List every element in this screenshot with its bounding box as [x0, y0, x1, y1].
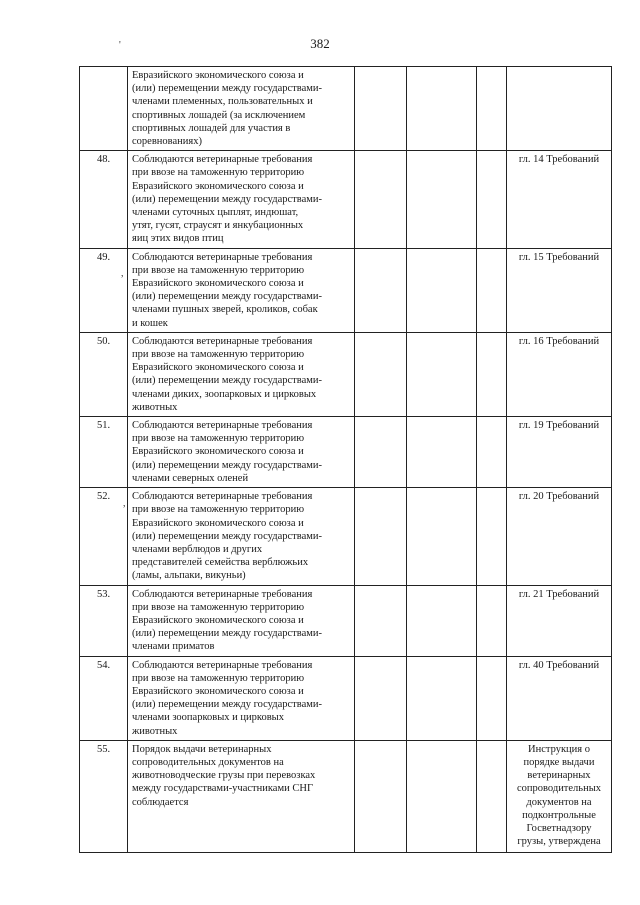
- empty-cell: [407, 585, 477, 656]
- empty-cell: [407, 488, 477, 585]
- table-row: [80, 585, 612, 656]
- empty-cell: [477, 488, 507, 585]
- reference-cell: гл. 21 Требований: [507, 585, 612, 656]
- requirement-text: Евразийского экономического союза и (или) перемещении между государствами- членами племенных, пользовательных и спортивных лошадей (за исключением спортивных лошадей для участия в соревнованиях): [128, 67, 355, 151]
- requirement-text: Соблюдаются ветеринарные требования при ввозе на таможенную территорию Евразийского экономического союза и (или) перемещении между государствами- членами верблюдов и других представителей семейства верблюжьих (ламы, альпаки, викуньи): [128, 488, 355, 585]
- requirement-text: Соблюдаются ветеринарные требования при ввозе на таможенную территорию Евразийского экономического союза и (или) перемещении между государствами- членами суточных цыплят, индюшат, утят, гусят, страусят и янкубационных яиц этих видов птиц: [128, 151, 355, 248]
- table-row: [80, 417, 612, 488]
- row-number: 55.: [80, 740, 128, 852]
- empty-cell: [477, 585, 507, 656]
- requirement-text: Соблюдаются ветеринарные требования при ввозе на таможенную территорию Евразийского экономического союза и (или) перемещении между государствами- членами пушных зверей, кроликов, собак и кошек: [128, 248, 355, 332]
- requirement-text: Порядок выдачи ветеринарных сопроводительных документов на животноводческие грузы при перевозках между государствами-участниками СНГ соблюдается: [128, 740, 355, 852]
- empty-cell: [355, 488, 407, 585]
- reference-cell: гл. 19 Требований: [507, 417, 612, 488]
- empty-cell: [407, 656, 477, 740]
- scan-mark: ': [119, 40, 121, 51]
- reference-cell: гл. 14 Требований: [507, 151, 612, 248]
- empty-cell: [407, 740, 477, 852]
- empty-cell: [477, 67, 507, 151]
- empty-cell: [477, 417, 507, 488]
- table-row: [80, 332, 612, 416]
- row-number: 51.: [80, 417, 128, 488]
- row-number: 50.: [80, 332, 128, 416]
- row-number: 53.: [80, 585, 128, 656]
- reference-cell: гл. 20 Требований: [507, 488, 612, 585]
- table-row: [80, 67, 612, 151]
- empty-cell: [477, 740, 507, 852]
- table-row: [80, 740, 612, 852]
- scan-mark: ,: [121, 268, 124, 279]
- empty-cell: [355, 67, 407, 151]
- table-row: [80, 151, 612, 248]
- row-number: 48.: [80, 151, 128, 248]
- table-row: [80, 248, 612, 332]
- requirement-text: Соблюдаются ветеринарные требования при ввозе на таможенную территорию Евразийского экономического союза и (или) перемещении между государствами- членами северных оленей: [128, 417, 355, 488]
- empty-cell: [407, 248, 477, 332]
- requirement-text: Соблюдаются ветеринарные требования при ввозе на таможенную территорию Евразийского экономического союза и (или) перемещении между государствами- членами приматов: [128, 585, 355, 656]
- row-number: 49.: [80, 248, 128, 332]
- empty-cell: [407, 417, 477, 488]
- scan-mark: ,: [123, 498, 126, 509]
- requirement-text: Соблюдаются ветеринарные требования при ввозе на таможенную территорию Евразийского экономического союза и (или) перемещении между государствами- членами зоопарковых и цирковых животных: [128, 656, 355, 740]
- empty-cell: [477, 248, 507, 332]
- empty-cell: [355, 151, 407, 248]
- reference-cell: гл. 15 Требований: [507, 248, 612, 332]
- reference-cell: гл. 40 Требований: [507, 656, 612, 740]
- empty-cell: [355, 417, 407, 488]
- reference-cell: Инструкция о порядке выдачи ветеринарных сопроводительных документов на подконтрольные Госветнадзору грузы, утверждена: [507, 740, 612, 852]
- empty-cell: [477, 151, 507, 248]
- row-number: [80, 67, 128, 151]
- empty-cell: [477, 656, 507, 740]
- empty-cell: [407, 151, 477, 248]
- table-row: [80, 656, 612, 740]
- reference-cell: [507, 67, 612, 151]
- empty-cell: [407, 332, 477, 416]
- requirements-table: [79, 66, 612, 853]
- empty-cell: [355, 656, 407, 740]
- row-number: 52.: [80, 488, 128, 585]
- empty-cell: [355, 740, 407, 852]
- row-number: 54.: [80, 656, 128, 740]
- requirement-text: Соблюдаются ветеринарные требования при ввозе на таможенную территорию Евразийского экономического союза и (или) перемещении между государствами- членами диких, зоопарковых и цирковых животных: [128, 332, 355, 416]
- table-row: [80, 488, 612, 585]
- empty-cell: [355, 585, 407, 656]
- empty-cell: [407, 67, 477, 151]
- empty-cell: [355, 332, 407, 416]
- empty-cell: [477, 332, 507, 416]
- reference-cell: гл. 16 Требований: [507, 332, 612, 416]
- page-number: 382: [310, 36, 330, 51]
- empty-cell: [355, 248, 407, 332]
